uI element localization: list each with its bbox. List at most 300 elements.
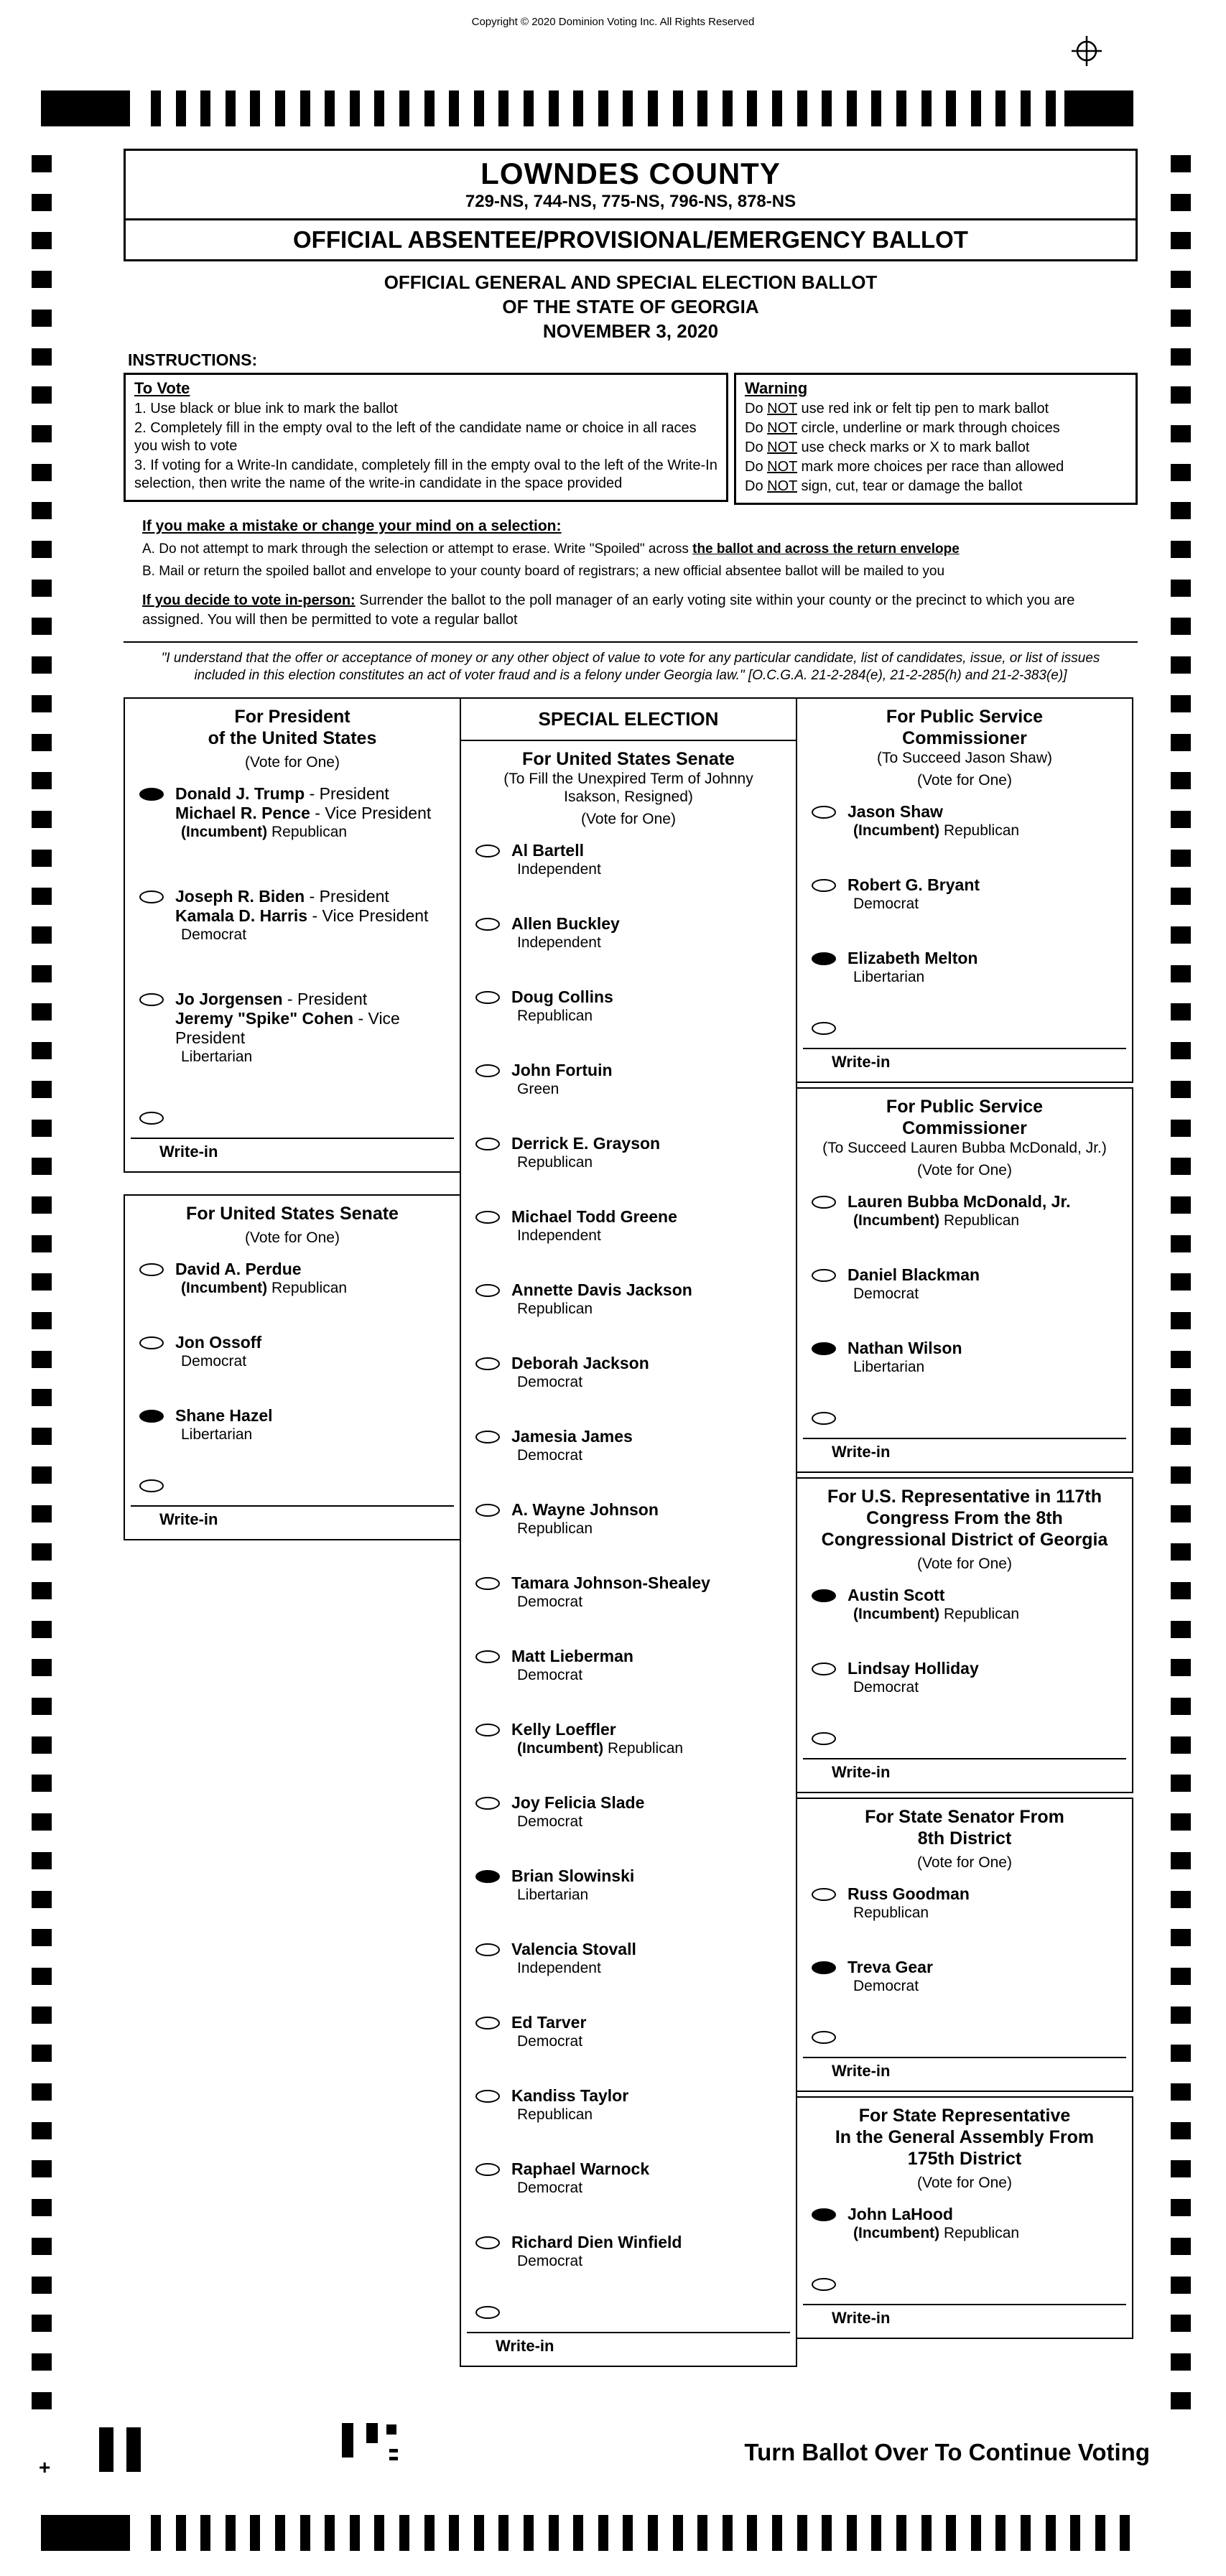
timing-mark-top <box>971 90 981 126</box>
candidate-name: Derrick E. Grayson <box>511 1134 661 1153</box>
candidate-text <box>511 1207 677 1245</box>
candidate-name: Al Bartell <box>511 841 584 860</box>
candidate-party: Libertarian <box>181 1048 253 1065</box>
candidate-party: Democrat <box>181 926 247 943</box>
candidate-name: Matt Lieberman <box>511 1647 633 1665</box>
candidate-party: Republican <box>853 1905 929 1921</box>
candidate-party: Democrat <box>517 2033 583 2050</box>
to-vote-items <box>134 400 718 493</box>
candidate-name: Robert G. Bryant <box>847 875 980 894</box>
timing-mark-right <box>1171 1120 1191 1137</box>
candidate-party: (Incumbent) Republican <box>853 1606 1020 1622</box>
write-in-oval[interactable] <box>812 2031 836 2044</box>
timing-mark-right <box>1171 1813 1191 1831</box>
timing-mark-right <box>1171 2277 1191 2294</box>
vote-oval[interactable] <box>139 993 164 1006</box>
scan-mark <box>99 2427 113 2472</box>
timing-mark-left <box>32 811 52 828</box>
candidate-row <box>475 2086 791 2124</box>
timing-mark-left <box>32 1235 52 1252</box>
race-title: In the General Assembly From <box>835 2127 1095 2147</box>
timing-mark-top <box>1046 90 1056 126</box>
candidate-text <box>511 987 613 1025</box>
candidate-name: Donald J. Trump - President <box>175 784 389 803</box>
timing-mark-right <box>1171 1582 1191 1599</box>
candidate-name: Elizabeth Melton <box>847 949 978 967</box>
vote-for-instruction: (Vote for One) <box>917 772 1012 789</box>
candidate-text <box>511 1061 613 1098</box>
candidate-row <box>475 1354 791 1391</box>
timing-mark-right <box>1171 155 1191 172</box>
timing-mark-bottom <box>226 2515 236 2551</box>
timing-mark-bottom <box>896 2515 906 2551</box>
timing-mark-bottom <box>747 2515 757 2551</box>
race-column-3 <box>796 697 1133 2339</box>
write-in-oval[interactable] <box>812 1732 836 1745</box>
timing-mark-right <box>1171 965 1191 982</box>
candidate-text <box>511 1280 692 1318</box>
timing-mark-right <box>1171 580 1191 597</box>
timing-mark-top <box>176 90 186 126</box>
candidate-text <box>175 1333 261 1370</box>
timing-mark-left <box>32 2199 52 2216</box>
timing-mark-right <box>1171 1775 1191 1792</box>
timing-mark-top <box>250 90 260 126</box>
timing-mark-top <box>549 90 559 126</box>
vote-oval[interactable] <box>475 918 500 931</box>
candidate-text <box>511 1573 710 1611</box>
candidate-name: Daniel Blackman <box>847 1265 980 1284</box>
candidate-name: Kelly Loeffler <box>511 1720 616 1739</box>
vote-oval[interactable] <box>475 2236 500 2249</box>
timing-mark-top <box>723 90 733 126</box>
timing-mark-bottom <box>498 2515 508 2551</box>
timing-mark-top <box>275 90 285 126</box>
candidate-text <box>511 2159 649 2197</box>
vote-oval-filled[interactable] <box>139 788 164 801</box>
vote-oval[interactable] <box>812 1888 836 1901</box>
candidate-text <box>175 1406 273 1443</box>
write-in-label: Write-in <box>496 2337 554 2355</box>
vote-oval[interactable] <box>139 1263 164 1276</box>
timing-mark-left <box>32 1891 52 1908</box>
race-box <box>124 697 461 1173</box>
timing-mark-bottom <box>995 2515 1006 2551</box>
warning-item: Do NOT circle, underline or mark through choices <box>745 420 1060 436</box>
vote-oval[interactable] <box>475 2017 500 2029</box>
timing-mark-right <box>1171 1659 1191 1676</box>
vote-for-instruction: (Vote for One) <box>245 1229 340 1246</box>
election-title-line-2: OF THE STATE OF GEORGIA <box>502 296 759 317</box>
candidate-row <box>475 1500 791 1538</box>
timing-mark-left <box>32 618 52 635</box>
race-box <box>460 697 797 2367</box>
timing-mark-top <box>1021 90 1031 126</box>
candidate-name: Annette Davis Jackson <box>511 1280 692 1299</box>
candidate-party: (Incumbent) Republican <box>853 822 1020 839</box>
candidate-name: A. Wayne Johnson <box>511 1500 659 1519</box>
timing-mark-right <box>1171 850 1191 867</box>
timing-mark-top <box>797 90 807 126</box>
warning-item: Do NOT mark more choices per race than allowed <box>745 459 1064 475</box>
write-in-label: Write-in <box>832 2309 891 2327</box>
race-title: of the United States <box>208 728 377 748</box>
candidate-row <box>475 1207 791 1245</box>
timing-mark-top <box>946 90 956 126</box>
candidate-name: John LaHood <box>847 2205 953 2223</box>
vote-oval-filled[interactable] <box>475 1870 500 1883</box>
vote-oval[interactable] <box>475 1504 500 1517</box>
race-column-2 <box>460 697 797 2367</box>
candidate-text <box>511 1866 634 1904</box>
timing-mark-left <box>32 1543 52 1561</box>
timing-mark-top <box>673 90 683 126</box>
timing-mark-left <box>32 1428 52 1445</box>
timing-mark-left <box>32 1659 52 1676</box>
scan-mark <box>366 2423 378 2443</box>
race-subtitle: (To Succeed Lauren Bubba McDonald, Jr.) <box>822 1140 1107 1156</box>
race-title: Congress From the 8th <box>866 1508 1063 1528</box>
race-box <box>124 1194 461 1540</box>
write-in-label: Write-in <box>159 1143 218 1161</box>
candidate-text <box>511 2233 682 2270</box>
timing-mark-bottom <box>797 2515 807 2551</box>
candidate-row <box>812 802 1128 840</box>
timing-mark-top <box>498 90 508 126</box>
timing-mark-bottom <box>524 2515 534 2551</box>
vote-oval[interactable] <box>812 1663 836 1675</box>
write-in-oval[interactable] <box>139 1479 164 1492</box>
ballot-content <box>124 149 1138 2367</box>
candidate-party: Democrat <box>181 1353 247 1370</box>
candidate-text <box>847 1884 970 1922</box>
scan-mark <box>386 2424 396 2435</box>
candidate-text <box>847 875 980 913</box>
timing-mark-left <box>32 386 52 404</box>
timing-mark-left <box>32 2160 52 2177</box>
vote-oval[interactable] <box>475 845 500 857</box>
race-box <box>796 1798 1133 2092</box>
candidate-name: Jamesia James <box>511 1427 633 1446</box>
timing-mark-left <box>32 310 52 327</box>
candidate-text <box>511 2013 586 2050</box>
write-in-oval-row <box>812 2031 1128 2050</box>
vote-oval[interactable] <box>812 806 836 819</box>
scan-mark <box>126 2427 141 2472</box>
candidate-text <box>511 1940 636 1977</box>
candidate-name: Jon Ossoff <box>175 1333 262 1352</box>
timing-mark-right <box>1171 2315 1191 2332</box>
fraud-notice: "I understand that the offer or acceptance of money or any other object of value to vote for any particular candidate, list of candidates, issue, or list of issues included in this election constitutes an act of voter fraud and is a felony under Georgia law." [O.C.G.A. 21-2-284(e), 21-2-285(h) and 21-2-383(e)] <box>124 641 1138 689</box>
warning-item: Do NOT use red ink or felt tip pen to mark ballot <box>745 401 1049 417</box>
timing-mark-left <box>32 965 52 982</box>
write-in-oval-row <box>812 1412 1128 1431</box>
timing-mark-right <box>1171 1621 1191 1638</box>
not-emphasis: NOT <box>767 440 797 455</box>
timing-mark-bottom <box>1095 2515 1105 2551</box>
race-title: For Public Service <box>886 707 1044 727</box>
race-title: For State Senator From <box>865 1807 1064 1827</box>
timing-mark-left <box>32 1466 52 1484</box>
turn-ballot-over-text: Turn Ballot Over To Continue Voting <box>744 2439 1150 2465</box>
timing-block-top-left <box>41 90 130 126</box>
timing-mark-left <box>32 1736 52 1754</box>
candidate-party: Republican <box>517 1520 593 1537</box>
candidate-party: (Incumbent) Republican <box>181 824 348 840</box>
vote-oval-filled[interactable] <box>812 952 836 965</box>
race-title: 175th District <box>907 2149 1022 2169</box>
write-in-oval[interactable] <box>812 1022 836 1035</box>
candidate-party: Republican <box>517 1154 593 1171</box>
timing-mark-left <box>32 1196 52 1214</box>
timing-mark-left <box>32 1698 52 1715</box>
timing-mark-top <box>623 90 633 126</box>
timing-mark-left <box>32 194 52 211</box>
vote-oval[interactable] <box>139 891 164 903</box>
candidate-party: Independent <box>517 1227 601 1244</box>
timing-mark-left <box>32 1582 52 1599</box>
timing-mark-bottom <box>723 2515 733 2551</box>
vote-oval[interactable] <box>812 879 836 892</box>
warning-title: Warning <box>745 379 808 397</box>
timing-mark-right <box>1171 464 1191 481</box>
vote-oval[interactable] <box>475 1577 500 1590</box>
timing-mark-right <box>1171 1235 1191 1252</box>
candidate-text <box>847 1192 1071 1229</box>
candidate-row <box>139 784 455 841</box>
special-election-banner: SPECIAL ELECTION <box>461 699 796 741</box>
candidate-name: David A. Perdue <box>175 1260 302 1278</box>
candidate-row <box>812 949 1128 986</box>
timing-mark-top <box>524 90 534 126</box>
write-in-oval-row <box>812 1022 1128 1041</box>
timing-mark-top <box>151 90 161 126</box>
candidate-row <box>475 1573 791 1611</box>
vote-oval[interactable] <box>139 1336 164 1349</box>
race-title: Congressional District of Georgia <box>821 1530 1108 1550</box>
candidate-row <box>812 1265 1128 1303</box>
vote-oval[interactable] <box>475 1138 500 1150</box>
timing-mark-right <box>1171 2392 1191 2409</box>
candidate-name: Valencia Stovall <box>511 1940 636 1958</box>
candidate-name: Ed Tarver <box>511 2013 587 2032</box>
race-title: For Public Service <box>886 1097 1044 1117</box>
mistake-heading: If you make a mistake or change your mind on a selection: <box>142 518 562 534</box>
vote-oval[interactable] <box>475 1943 500 1956</box>
candidate-party: (Incumbent) Republican <box>181 1280 348 1296</box>
not-emphasis: NOT <box>767 459 797 475</box>
timing-mark-right <box>1171 425 1191 442</box>
timing-mark-left <box>32 2238 52 2255</box>
timing-mark-right <box>1171 1852 1191 1869</box>
candidate-party: Democrat <box>517 2253 583 2269</box>
timing-mark-top <box>921 90 932 126</box>
vote-oval[interactable] <box>475 1357 500 1370</box>
vote-oval[interactable] <box>812 1269 836 1282</box>
candidate-name: Joy Felicia Slade <box>511 1793 645 1812</box>
vote-oval-filled[interactable] <box>139 1410 164 1423</box>
candidate-name: Kamala D. Harris - Vice President <box>175 906 429 925</box>
timing-mark-right <box>1171 1466 1191 1484</box>
candidate-party: Independent <box>517 934 601 951</box>
candidate-name: Jason Shaw <box>847 802 943 821</box>
races-area <box>124 697 1138 2367</box>
timing-mark-left <box>32 425 52 442</box>
candidate-name: Raphael Warnock <box>511 2159 650 2178</box>
timing-mark-left <box>32 772 52 789</box>
timing-mark-right <box>1171 1929 1191 1946</box>
timing-mark-left <box>32 1968 52 1985</box>
write-in-oval[interactable] <box>139 1112 164 1125</box>
vote-oval[interactable] <box>475 1724 500 1736</box>
vote-oval[interactable] <box>475 1797 500 1810</box>
vote-oval-filled[interactable] <box>812 1342 836 1355</box>
timing-mark-right <box>1171 2160 1191 2177</box>
candidate-party: Democrat <box>517 1594 583 1610</box>
candidate-text <box>847 1958 933 1995</box>
candidate-party: Republican <box>517 1301 593 1317</box>
timing-mark-top <box>424 90 435 126</box>
timing-mark-right <box>1171 1891 1191 1908</box>
vote-oval-filled[interactable] <box>812 1961 836 1974</box>
candidate-row <box>139 887 455 944</box>
timing-mark-bottom <box>275 2515 285 2551</box>
to-vote-title: To Vote <box>134 379 190 397</box>
race-title: Commissioner <box>902 1118 1027 1138</box>
vote-oval[interactable] <box>475 1211 500 1224</box>
candidate-row <box>812 1659 1128 1696</box>
timing-mark-right <box>1171 1273 1191 1291</box>
vote-oval-filled[interactable] <box>812 2208 836 2221</box>
race-header <box>797 1479 1132 1573</box>
timing-mark-left <box>32 695 52 712</box>
candidate-party: Libertarian <box>181 1426 253 1443</box>
vote-oval[interactable] <box>475 991 500 1004</box>
timing-mark-left <box>32 1120 52 1137</box>
timing-mark-bottom <box>772 2515 782 2551</box>
timing-mark-left <box>32 271 52 288</box>
county-header-box <box>124 149 1138 220</box>
timing-mark-bottom <box>350 2515 360 2551</box>
timing-mark-left <box>32 2392 52 2409</box>
election-date: NOVEMBER 3, 2020 <box>542 320 719 342</box>
timing-mark-bottom <box>424 2515 435 2551</box>
vote-for-instruction: (Vote for One) <box>917 1854 1012 1871</box>
timing-mark-right <box>1171 194 1191 211</box>
candidate-name: Jeremy "Spike" Cohen - Vice President <box>175 1009 400 1047</box>
timing-mark-right <box>1171 811 1191 828</box>
timing-mark-left <box>32 502 52 519</box>
vote-oval[interactable] <box>475 1431 500 1443</box>
write-in-oval-row <box>475 2306 791 2325</box>
candidate-text <box>511 2086 628 2124</box>
race-title: For United States Senate <box>186 1204 399 1224</box>
vote-oval-filled[interactable] <box>812 1589 836 1602</box>
timing-mark-right <box>1171 1505 1191 1522</box>
timing-mark-right <box>1171 541 1191 558</box>
vote-oval[interactable] <box>475 2090 500 2103</box>
timing-mark-top <box>474 90 484 126</box>
timing-mark-right <box>1171 695 1191 712</box>
race-header <box>797 699 1132 789</box>
race-subtitle: (To Succeed Jason Shaw) <box>877 750 1052 766</box>
candidate-row <box>475 1793 791 1831</box>
race-header <box>797 1799 1132 1871</box>
candidate-name: Deborah Jackson <box>511 1354 649 1372</box>
timing-mark-right <box>1171 386 1191 404</box>
timing-mark-bottom <box>623 2515 633 2551</box>
timing-mark-left <box>32 656 52 674</box>
timing-mark-left <box>32 1312 52 1329</box>
instructions-label: INSTRUCTIONS: <box>128 350 258 369</box>
candidate-row <box>812 1339 1128 1376</box>
vote-oval[interactable] <box>475 2163 500 2176</box>
candidate-row <box>475 841 791 878</box>
warning-item: Do NOT sign, cut, tear or damage the ballot <box>745 478 1023 494</box>
in-person-instructions <box>142 591 1119 630</box>
candidate-row <box>139 1333 455 1370</box>
write-in-oval[interactable] <box>812 1412 836 1425</box>
write-in-oval[interactable] <box>812 2278 836 2291</box>
timing-mark-right <box>1171 1042 1191 1059</box>
write-in-label: Write-in <box>832 1053 891 1071</box>
race-subtitle: Isakson, Resigned) <box>564 789 693 805</box>
candidate-text <box>847 2205 1019 2242</box>
timing-mark-bottom <box>549 2515 559 2551</box>
warning-box <box>734 373 1138 505</box>
vote-oval[interactable] <box>475 1650 500 1663</box>
vote-for-instruction: (Vote for One) <box>917 2175 1012 2191</box>
scan-mark <box>389 2457 398 2460</box>
vote-oval[interactable] <box>475 1284 500 1297</box>
timing-mark-left <box>32 232 52 249</box>
write-in-oval[interactable] <box>475 2306 500 2319</box>
timing-mark-bottom <box>921 2515 932 2551</box>
timing-mark-left <box>32 1158 52 1175</box>
timing-mark-top <box>598 90 608 126</box>
candidate-row <box>475 2013 791 2050</box>
warning-items <box>745 400 1127 496</box>
timing-mark-bottom <box>250 2515 260 2551</box>
candidate-party: Democrat <box>853 896 919 912</box>
race-title: For State Representative <box>858 2106 1071 2126</box>
timing-mark-right <box>1171 1351 1191 1368</box>
write-in-oval-row <box>139 1479 455 1498</box>
candidate-row <box>475 2159 791 2197</box>
candidate-party: Democrat <box>853 1978 919 1994</box>
candidate-row <box>475 1134 791 1171</box>
write-in-label: Write-in <box>159 1510 218 1528</box>
timing-mark-bottom <box>598 2515 608 2551</box>
vote-oval[interactable] <box>812 1196 836 1209</box>
timing-mark-left <box>32 1389 52 1406</box>
timing-block-top-right <box>1064 90 1133 126</box>
timing-mark-left <box>32 850 52 867</box>
timing-mark-bottom <box>573 2515 583 2551</box>
timing-mark-left <box>32 155 52 172</box>
scan-mark <box>342 2423 353 2458</box>
timing-mark-right <box>1171 2122 1191 2139</box>
mistake-item-b: B. Mail or return the spoiled ballot and envelope to your county board of registrars; a new official absentee ballot will be mailed to you <box>142 564 945 579</box>
timing-mark-right <box>1171 1081 1191 1098</box>
vote-oval[interactable] <box>475 1064 500 1077</box>
timing-mark-left <box>32 464 52 481</box>
candidate-row <box>139 1260 455 1297</box>
candidate-row <box>475 1866 791 1904</box>
candidate-party: Green <box>517 1081 559 1097</box>
candidate-text <box>511 1720 683 1757</box>
timing-mark-right <box>1171 656 1191 674</box>
